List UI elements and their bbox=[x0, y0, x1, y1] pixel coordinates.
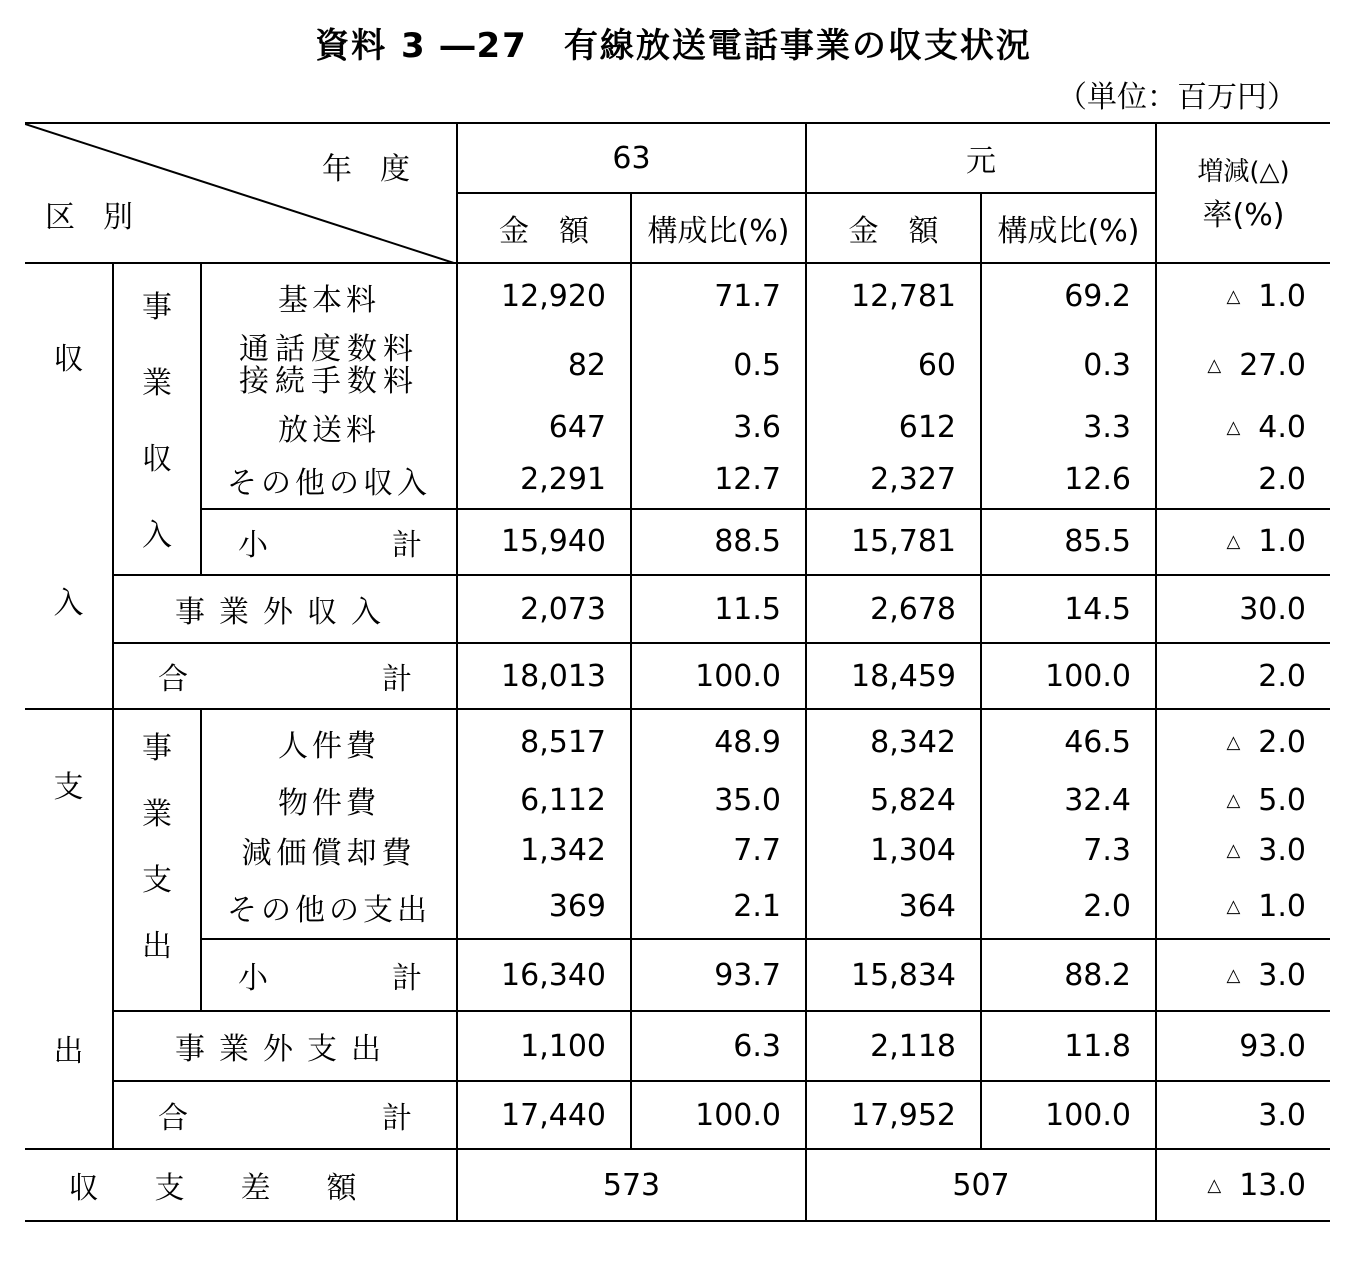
table-row bbox=[25, 825, 1330, 875]
change-cell bbox=[1156, 452, 1330, 508]
row-label: その他の支出 bbox=[201, 875, 457, 939]
table-row bbox=[25, 329, 1330, 401]
decrease-triangle-icon: △ bbox=[1207, 355, 1222, 377]
ratio-cell: 11.5 bbox=[631, 575, 806, 643]
row-label bbox=[201, 329, 457, 401]
year-label: 年度 bbox=[322, 152, 438, 187]
ratio-cell: 69.2 bbox=[981, 263, 1156, 329]
change-value: 13.0 bbox=[1239, 1167, 1306, 1203]
kubun-label: 区別 bbox=[45, 200, 161, 235]
amount-header-2: 金 額 bbox=[806, 193, 981, 263]
row-label: 減価償却費 bbox=[201, 825, 457, 875]
amount-cell: 17,952 bbox=[806, 1081, 981, 1149]
ratio-cell: 12.7 bbox=[631, 452, 806, 508]
expense-total-row bbox=[25, 1081, 1330, 1149]
change-cell bbox=[1156, 875, 1330, 939]
biz-expense-char: 事 bbox=[142, 731, 172, 766]
table-row bbox=[25, 263, 1330, 329]
subtotal-row bbox=[25, 509, 1330, 575]
decrease-triangle-icon: △ bbox=[1226, 531, 1241, 553]
page-title: 資料 3 ―27 有線放送電話事業の収支状況 bbox=[315, 26, 1032, 66]
balance-row bbox=[25, 1149, 1330, 1221]
change-value: 3.0 bbox=[1258, 832, 1306, 868]
amount-cell: 6,112 bbox=[457, 775, 631, 825]
amount-cell: 18,013 bbox=[457, 643, 631, 709]
biz-expense-char: 支 bbox=[142, 863, 172, 898]
total-label-a: 合 bbox=[158, 1101, 188, 1136]
ratio-cell: 6.3 bbox=[631, 1011, 806, 1081]
expense-label-top: 支 bbox=[53, 770, 84, 805]
amount-cell: 2,678 bbox=[806, 575, 981, 643]
change-header-line1: 増減(△) bbox=[1197, 156, 1290, 187]
total-label-a: 合 bbox=[158, 662, 188, 697]
ratio-cell: 14.5 bbox=[981, 575, 1156, 643]
row-label: 基本料 bbox=[201, 263, 457, 329]
decrease-triangle-icon: △ bbox=[1226, 416, 1241, 438]
ratio-cell: 32.4 bbox=[981, 775, 1156, 825]
amount-cell: 612 bbox=[806, 402, 981, 452]
income-label-top: 収 bbox=[53, 342, 84, 377]
ratio-header-1: 構成比(%) bbox=[631, 193, 806, 263]
table-row bbox=[25, 402, 1330, 452]
ratio-cell: 12.6 bbox=[981, 452, 1156, 508]
row-label: 放送料 bbox=[201, 402, 457, 452]
decrease-triangle-icon: △ bbox=[1226, 789, 1241, 811]
amount-cell: 16,340 bbox=[457, 939, 631, 1011]
change-value: 27.0 bbox=[1239, 348, 1306, 384]
change-cell bbox=[1156, 1149, 1330, 1221]
change-cell bbox=[1156, 775, 1330, 825]
change-cell bbox=[1156, 263, 1330, 329]
table-row bbox=[25, 875, 1330, 939]
biz-income-char: 業 bbox=[142, 366, 172, 401]
ratio-cell: 100.0 bbox=[631, 1081, 806, 1149]
total-label-b: 計 bbox=[382, 1101, 412, 1136]
amount-cell: 1,342 bbox=[457, 825, 631, 875]
nonbiz-income-label: 事業外収入 bbox=[113, 575, 457, 643]
amount-cell: 12,781 bbox=[806, 263, 981, 329]
amount-cell: 364 bbox=[806, 875, 981, 939]
change-cell bbox=[1156, 1011, 1330, 1081]
row-label: その他の収入 bbox=[201, 452, 457, 508]
ratio-cell: 100.0 bbox=[981, 643, 1156, 709]
change-value: 2.0 bbox=[1258, 725, 1306, 760]
row-label-line1: 通話度数料 bbox=[239, 331, 419, 367]
ratio-cell: 48.9 bbox=[631, 709, 806, 775]
subtotal-label bbox=[201, 509, 457, 575]
decrease-triangle-icon: △ bbox=[1207, 1174, 1222, 1196]
decrease-triangle-icon: △ bbox=[1226, 732, 1241, 753]
decrease-triangle-icon: △ bbox=[1226, 896, 1241, 917]
change-value: 93.0 bbox=[1239, 1028, 1306, 1064]
change-value: 1.0 bbox=[1258, 889, 1306, 924]
biz-income-char: 入 bbox=[142, 518, 172, 553]
amount-cell: 18,459 bbox=[806, 643, 981, 709]
change-cell bbox=[1156, 329, 1330, 401]
subtotal-row bbox=[25, 939, 1330, 1011]
ratio-cell: 71.7 bbox=[631, 263, 806, 329]
ratio-cell: 93.7 bbox=[631, 939, 806, 1011]
amount-cell: 2,073 bbox=[457, 575, 631, 643]
ratio-cell: 100.0 bbox=[631, 643, 806, 709]
subtotal-label-b: 計 bbox=[392, 961, 422, 996]
balance-value-2: 507 bbox=[806, 1149, 1156, 1221]
ratio-cell: 3.3 bbox=[981, 402, 1156, 452]
amount-cell: 2,327 bbox=[806, 452, 981, 508]
ratio-cell: 100.0 bbox=[981, 1081, 1156, 1149]
ratio-cell: 88.5 bbox=[631, 509, 806, 575]
nonbiz-income-row bbox=[25, 575, 1330, 643]
ratio-cell: 35.0 bbox=[631, 775, 806, 825]
amount-cell: 369 bbox=[457, 875, 631, 939]
amount-cell: 2,118 bbox=[806, 1011, 981, 1081]
change-cell bbox=[1156, 509, 1330, 575]
amount-cell: 8,517 bbox=[457, 709, 631, 775]
amount-cell: 8,342 bbox=[806, 709, 981, 775]
change-cell bbox=[1156, 575, 1330, 643]
change-header-line2: 率(%) bbox=[1202, 197, 1285, 233]
ratio-cell: 46.5 bbox=[981, 709, 1156, 775]
nonbiz-expense-label: 事業外支出 bbox=[113, 1011, 457, 1081]
biz-expense-char: 業 bbox=[142, 797, 172, 832]
biz-income-char: 事 bbox=[142, 290, 172, 325]
ratio-cell: 7.3 bbox=[981, 825, 1156, 875]
change-value: 1.0 bbox=[1258, 279, 1306, 315]
ratio-cell: 85.5 bbox=[981, 509, 1156, 575]
amount-cell: 1,304 bbox=[806, 825, 981, 875]
biz-expense-char: 出 bbox=[142, 929, 172, 964]
year2-header: 元 bbox=[806, 123, 1156, 193]
amount-cell: 15,940 bbox=[457, 509, 631, 575]
biz-income-label bbox=[113, 263, 201, 575]
change-value: 3.0 bbox=[1258, 957, 1306, 993]
subtotal-label-a: 小 bbox=[238, 961, 268, 996]
amount-cell: 15,781 bbox=[806, 509, 981, 575]
change-value: 3.0 bbox=[1258, 1097, 1306, 1133]
amount-cell: 17,440 bbox=[457, 1081, 631, 1149]
subtotal-label-a: 小 bbox=[238, 527, 268, 563]
total-label-b: 計 bbox=[382, 662, 412, 697]
change-cell bbox=[1156, 1081, 1330, 1149]
change-value: 1.0 bbox=[1258, 524, 1306, 560]
change-value: 2.0 bbox=[1258, 462, 1306, 498]
ratio-cell: 11.8 bbox=[981, 1011, 1156, 1081]
table-row bbox=[25, 709, 1330, 775]
ratio-cell: 0.3 bbox=[981, 329, 1156, 401]
amount-cell: 12,920 bbox=[457, 263, 631, 329]
balance-value-1: 573 bbox=[457, 1149, 806, 1221]
ratio-cell: 2.0 bbox=[981, 875, 1156, 939]
header-corner bbox=[25, 123, 457, 263]
change-header bbox=[1156, 123, 1330, 263]
ratio-cell: 88.2 bbox=[981, 939, 1156, 1011]
table-row bbox=[25, 452, 1330, 508]
decrease-triangle-icon: △ bbox=[1226, 286, 1241, 308]
ratio-cell: 7.7 bbox=[631, 825, 806, 875]
amount-cell: 82 bbox=[457, 329, 631, 401]
header-row-1 bbox=[25, 123, 1330, 193]
subtotal-label bbox=[201, 939, 457, 1011]
table-row bbox=[25, 775, 1330, 825]
change-cell bbox=[1156, 709, 1330, 775]
ratio-cell: 0.5 bbox=[631, 329, 806, 401]
income-group-label bbox=[25, 263, 113, 709]
expense-label-bottom: 出 bbox=[53, 1034, 84, 1069]
biz-expense-label bbox=[113, 709, 201, 1011]
ratio-cell: 2.1 bbox=[631, 875, 806, 939]
amount-cell: 2,291 bbox=[457, 452, 631, 508]
amount-header-1: 金 額 bbox=[457, 193, 631, 263]
change-value: 5.0 bbox=[1258, 782, 1306, 818]
amount-cell: 5,824 bbox=[806, 775, 981, 825]
income-expense-table bbox=[25, 122, 1330, 1222]
amount-cell: 60 bbox=[806, 329, 981, 401]
year1-header: 63 bbox=[457, 123, 806, 193]
change-cell bbox=[1156, 825, 1330, 875]
change-value: 30.0 bbox=[1239, 591, 1306, 627]
row-label: 物件費 bbox=[201, 775, 457, 825]
income-total-row bbox=[25, 643, 1330, 709]
amount-cell: 647 bbox=[457, 402, 631, 452]
income-label-bottom: 入 bbox=[53, 586, 84, 621]
decrease-triangle-icon: △ bbox=[1226, 839, 1241, 861]
ratio-header-2: 構成比(%) bbox=[981, 193, 1156, 263]
amount-cell: 15,834 bbox=[806, 939, 981, 1011]
change-cell bbox=[1156, 402, 1330, 452]
change-value: 2.0 bbox=[1258, 658, 1306, 694]
balance-label: 収支差額 bbox=[25, 1149, 457, 1221]
row-label: 人件費 bbox=[201, 709, 457, 775]
unit-note: （単位：百万円） bbox=[1057, 80, 1297, 115]
subtotal-label-b: 計 bbox=[392, 527, 422, 563]
change-cell bbox=[1156, 643, 1330, 709]
row-label-line2: 接続手数料 bbox=[239, 363, 419, 399]
expense-total-label bbox=[113, 1081, 457, 1149]
amount-cell: 1,100 bbox=[457, 1011, 631, 1081]
income-total-label bbox=[113, 643, 457, 709]
ratio-cell: 3.6 bbox=[631, 402, 806, 452]
change-cell bbox=[1156, 939, 1330, 1011]
biz-income-char: 収 bbox=[142, 442, 172, 477]
nonbiz-expense-row bbox=[25, 1011, 1330, 1081]
expense-group-label bbox=[25, 709, 113, 1149]
decrease-triangle-icon: △ bbox=[1226, 964, 1241, 986]
change-value: 4.0 bbox=[1258, 409, 1306, 445]
